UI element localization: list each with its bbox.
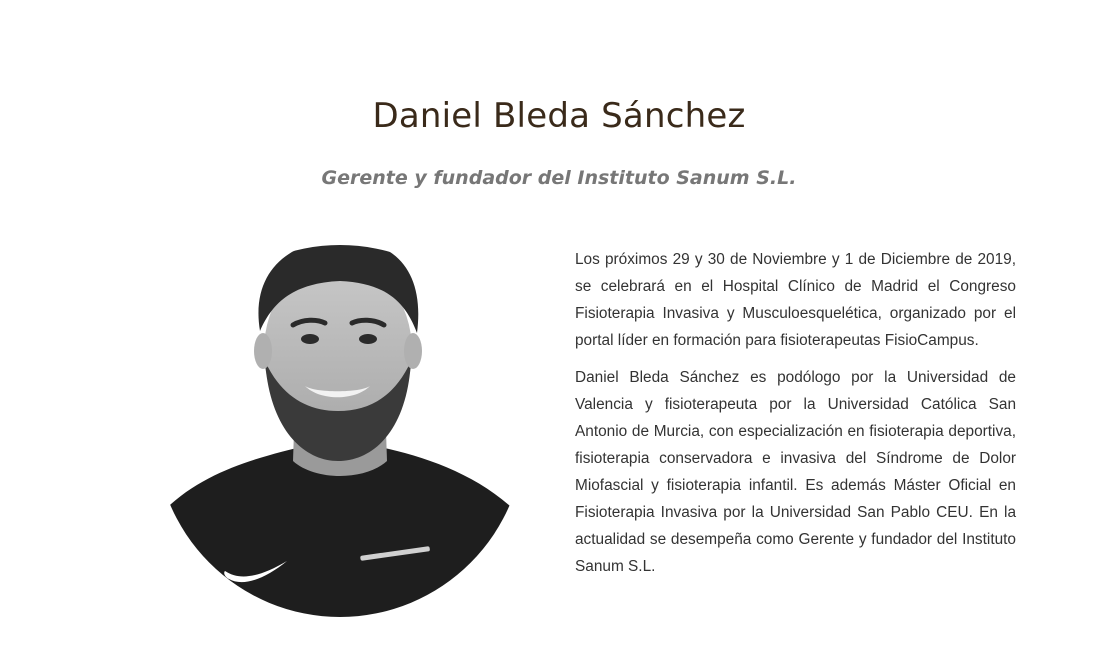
bio-paragraph: Los próximos 29 y 30 de Noviembre y 1 de Diciembre de 2019, se celebrará en el Hospital Clínico de Madrid el Congreso Fisioterapia Invasiva y Musculoesquelética, organizado por el portal líder en formación para fisioterapeutas FisioCampus. <box>575 251 1016 349</box>
speaker-bio <box>575 246 1016 590</box>
portrait-photo <box>155 221 525 617</box>
speaker-role: Gerente y fundador del Instituto Sanum S.L. <box>321 167 797 189</box>
bio-paragraph: Daniel Bleda Sánchez es podólogo por la Universidad de Valencia y fisioterapeuta por la Universidad Católica San Antonio de Murcia, con especialización en fisioterapia deportiva, fisioterapia conservadora e invasiva del Síndrome de Dolor Miofascial y fisioterapia infantil. Es además Máster Oficial en Fisioterapia Invasiva por la Universidad San Pablo CEU. En la actualidad se desempeña como Gerente y fundador del Instituto Sanum S.L. <box>575 369 1016 575</box>
speaker-name: Daniel Bleda Sánchez <box>372 96 746 136</box>
